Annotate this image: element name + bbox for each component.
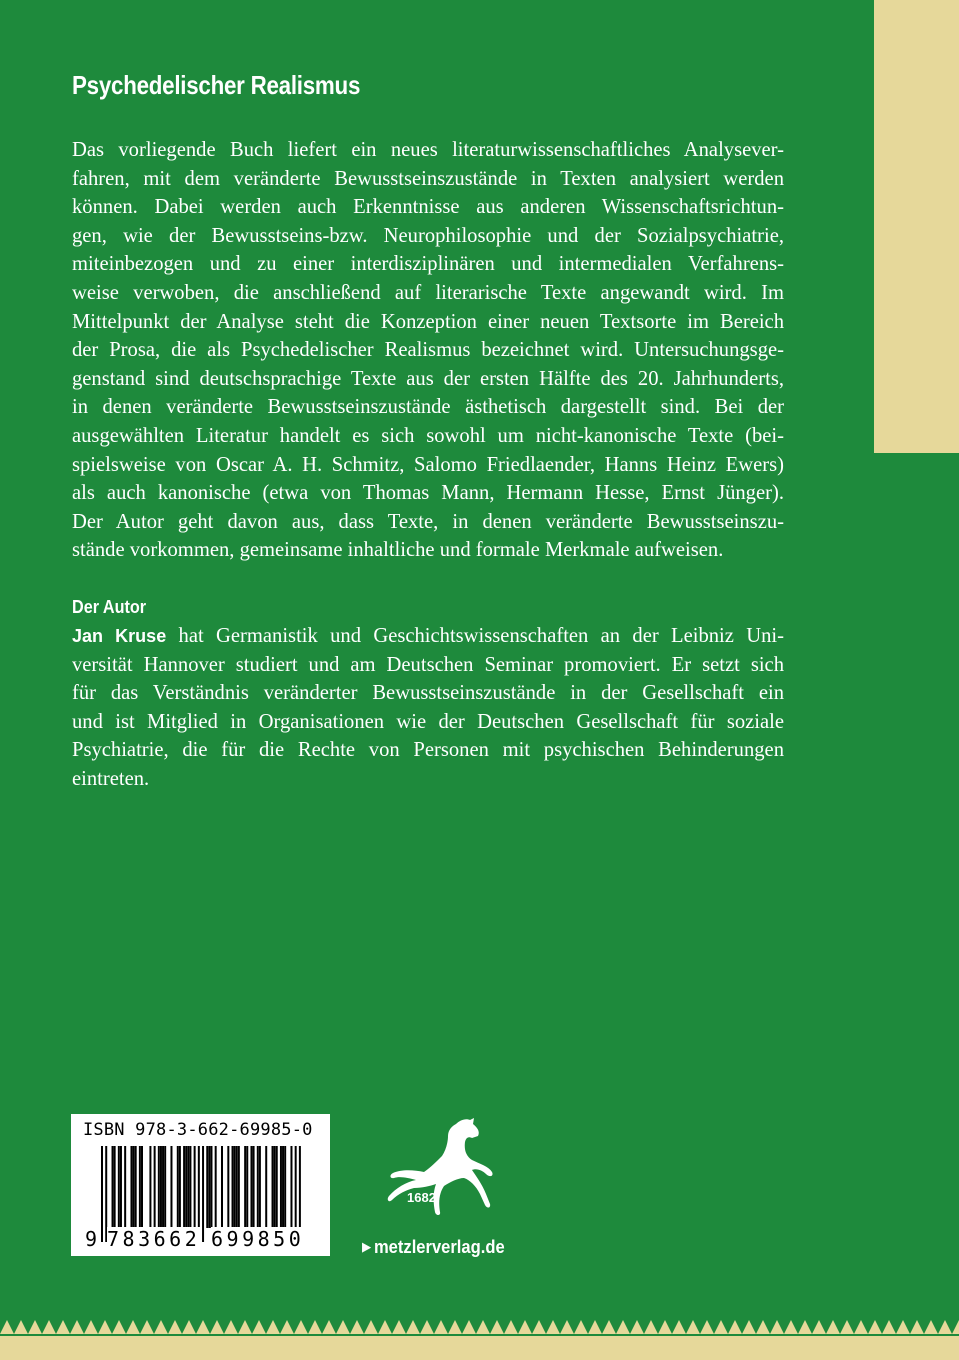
barcode-bar [238, 1146, 240, 1228]
author-heading: Der Autor [72, 597, 147, 617]
publisher-url[interactable] [362, 1237, 505, 1258]
barcode-bar [135, 1146, 137, 1228]
description-line: können. Dabei werden auch Erkenntnisse aus anderen Wissenschaftsrichtun- [72, 196, 784, 219]
description-line: ausgewählten Literatur handelt es sich sowohl um nicht-kanonische Texte (bei- [72, 424, 784, 447]
barcode-bar [194, 1146, 196, 1228]
description-line: Der Autor geht davon aus, dass Texte, in denen veränderte Bewusstseinszu- [72, 510, 784, 533]
barcode-bar [118, 1146, 120, 1228]
decorative-bottom-strip [0, 1336, 959, 1360]
publisher-url-text: metzlerverlag.de [373, 1237, 505, 1257]
barcode-bar [177, 1146, 179, 1228]
description-line: genstand sind deutschsprachige Texte aus der ersten Hälfte des 20. Jahrhunderts, [72, 367, 784, 390]
barcode-bar [202, 1146, 204, 1242]
author-bio-line: versität Hannover studiert und am Deutschen Seminar promoviert. Er setzt sich [72, 653, 784, 676]
barcode-bar [160, 1146, 162, 1228]
barcode-bar [185, 1146, 187, 1228]
barcode-bar [124, 1146, 126, 1228]
barcode-bar [114, 1146, 116, 1228]
barcode-bar [259, 1146, 261, 1228]
barcode-bar [112, 1146, 114, 1228]
barcode-bar [272, 1146, 274, 1228]
description-line: gen, wie der Bewusstseins-bzw. Neurophilosophie und der Sozialpsychiatrie, [72, 224, 784, 247]
barcode-bar [215, 1146, 217, 1228]
author-bio-line: Psychiatrie, die für die Rechte von Personen mit psychischen Behinderungen [72, 739, 784, 762]
barcode-bar [250, 1146, 252, 1228]
barcode-bar [236, 1146, 238, 1228]
description-line: Mittelpunkt der Analyse steht die Konzeption einer neuen Textsorte im Bereich [72, 310, 784, 333]
logo-year: 1682 [407, 1190, 436, 1205]
barcode-bar [179, 1146, 181, 1228]
barcode-bar [170, 1146, 172, 1228]
isbn-label: ISBN 978-3-662-69985-0 [83, 1120, 313, 1140]
isbn-barcode [71, 1114, 330, 1256]
barcode-bar [187, 1146, 189, 1228]
barcode-bar [162, 1146, 164, 1228]
decorative-zigzag-border [0, 1316, 959, 1336]
author-bio-first-line: hat Germanistik und Geschichtswissenschaften an der Leibniz Uni- [178, 625, 784, 647]
barcode-bar [246, 1146, 248, 1228]
barcode-bar [276, 1146, 278, 1228]
barcode-bar [149, 1146, 151, 1228]
barcode-bar [274, 1146, 276, 1228]
author-bio-line: und ist Mitglied in Organisationen wie der Deutschen Gesellschaft für soziale [72, 710, 784, 733]
barcode-bar [227, 1146, 229, 1228]
barcode-bar [210, 1146, 212, 1228]
ean-digits-right: 699850 [211, 1227, 305, 1251]
ean-digits-left: 783662 [107, 1227, 201, 1251]
description-line: miteinbezogen und zu einer interdisziplinären und intermedialen Verfahrens- [72, 253, 784, 276]
barcode-bar [120, 1146, 122, 1228]
description-line: spielsweise von Oscar A. H. Schmitz, Salomo Friedlaender, Hanns Heinz Ewers) [72, 453, 784, 476]
barcode-bar [139, 1146, 141, 1228]
decorative-side-band [874, 0, 959, 453]
barcode-bar [221, 1146, 223, 1228]
description-line: Das vorliegende Buch liefert ein neues literaturwissenschaftliches Analysever- [72, 139, 784, 161]
barcode-bar [158, 1146, 160, 1228]
barcode-bar [257, 1146, 259, 1228]
description-line: stände vorkommen, gemeinsame inhaltliche und formale Merkmale aufweisen. [72, 539, 724, 562]
description-line: weise verwoben, die anschließend auf literarische Texte angewandt wird. Im [72, 281, 784, 304]
barcode-bar [141, 1146, 143, 1228]
barcode-bar [208, 1146, 210, 1228]
book-title: Psychedelischer Realismus [72, 70, 361, 100]
description-line: der Prosa, die als Psychedelischer Realismus bezeichnet wird. Untersuchungsge- [72, 339, 784, 362]
barcode-bar [290, 1146, 292, 1228]
description-line: fahren, mit dem veränderte Bewusstseinszustände in Texten analysiert werden [72, 167, 784, 190]
barcode-bar [280, 1146, 282, 1228]
barcode-bar [244, 1146, 246, 1228]
barcode-bar [234, 1146, 236, 1228]
barcode-bar [154, 1146, 156, 1228]
barcode-bar [284, 1146, 286, 1228]
barcode-bar [164, 1146, 166, 1228]
ean-digit-first: 9 [85, 1227, 98, 1251]
barcode-bar [206, 1146, 208, 1228]
barcode-bar [232, 1146, 234, 1228]
barcode-bar [183, 1146, 185, 1228]
barcode-bar [253, 1146, 255, 1228]
description-line: in denen veränderte Bewusstseinszustände ästhetisch dargestellt sind. Bei der [72, 396, 784, 419]
author-bio-line: für das Verständnis veränderter Bewusstseinszustände in der Gesellschaft ein [72, 682, 784, 705]
description-line: als auch kanonische (etwa von Thomas Mann, Hermann Hesse, Ernst Jünger). [72, 482, 784, 505]
barcode-bar [133, 1146, 135, 1228]
barcode-bar [265, 1146, 267, 1228]
description-text [72, 136, 784, 565]
author-bio-line [72, 622, 784, 651]
barcode-bar [189, 1146, 191, 1228]
barcode-bar [282, 1146, 284, 1228]
barcode-bar [101, 1146, 103, 1242]
author-bio [72, 622, 784, 794]
author-name: Jan Kruse [72, 626, 167, 646]
horse-logo-icon [386, 1116, 498, 1224]
barcode-bar [130, 1146, 132, 1228]
author-bio-line: eintreten. [72, 767, 150, 790]
play-arrow-icon: ▶ [362, 1239, 372, 1254]
